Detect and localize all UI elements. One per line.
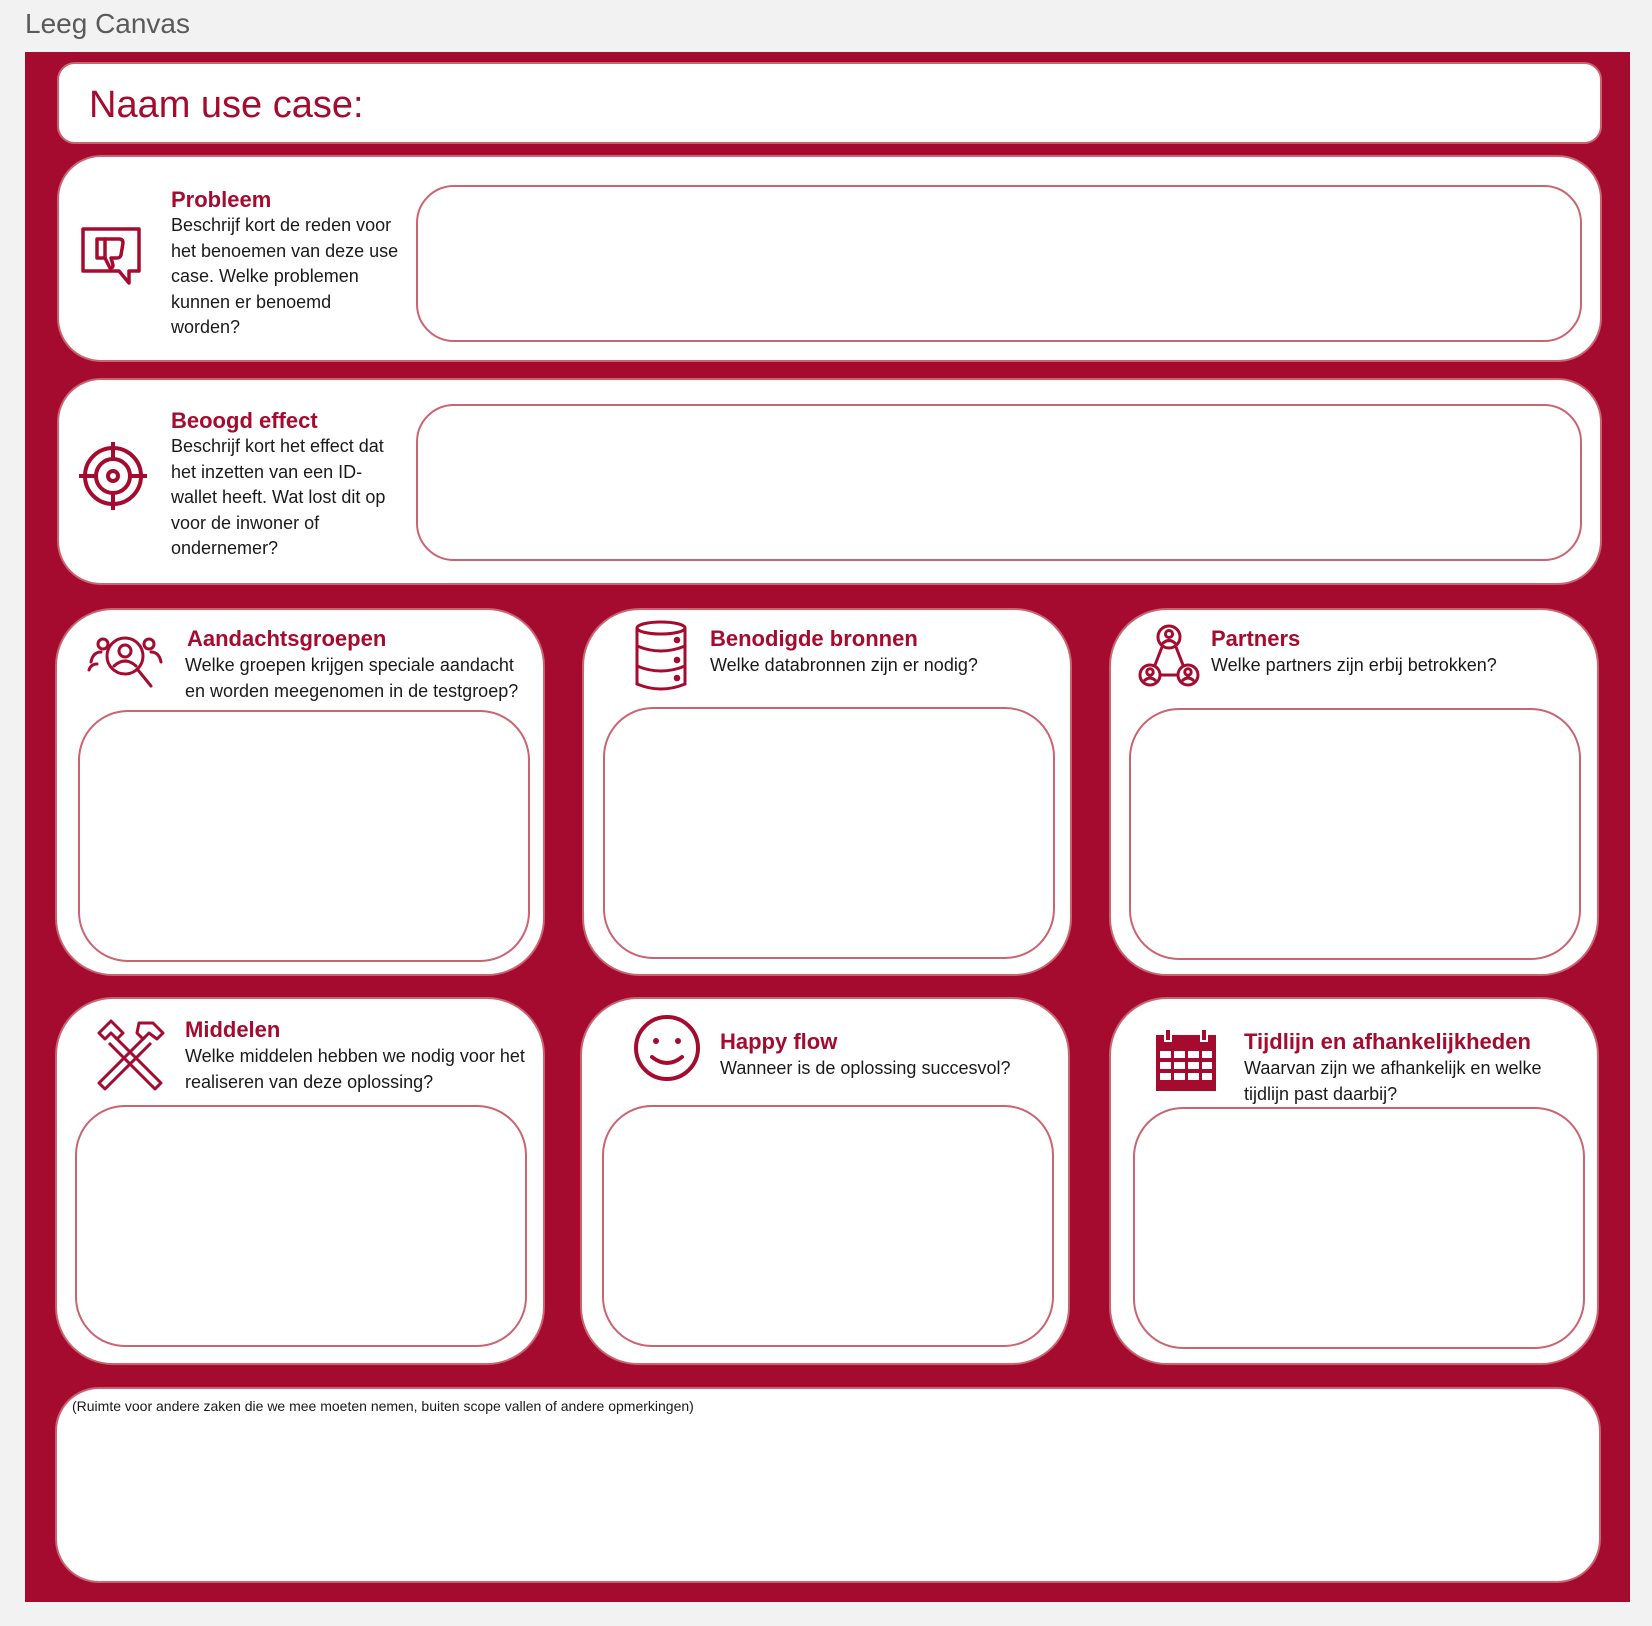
aandachtsgroepen-title: Aandachtsgroepen [187,626,387,651]
beoogd-effect-description: Beschrijf kort het effect dat het inzetten van een ID-wallet heeft. Wat lost dit op voor de inwoner of ondernemer? [171,436,386,558]
partners-section [1109,608,1599,976]
canvas-board [25,52,1630,1602]
smiley-icon [632,1013,710,1091]
middelen-input[interactable] [75,1105,527,1347]
page-title: Leeg Canvas [25,8,191,39]
benodigde-bronnen-title: Benodigde bronnen [710,626,918,651]
tijdlijn-title: Tijdlijn en afhankelijkheden [1244,1029,1531,1054]
middelen-description: Welke middelen hebben we nodig voor het realiseren van deze oplossing? [185,1046,525,1092]
probleem-title: Probleem [171,187,272,212]
partners-network-icon [1137,624,1215,702]
people-search-icon [87,630,165,708]
happy-flow-input[interactable] [602,1105,1054,1347]
use-case-name-label: Naam use case: [89,84,364,126]
aandachtsgroepen-description: Welke groepen krijgen speciale aandacht en worden meegenomen in de testgroep? [185,655,519,701]
middelen-section [55,997,545,1365]
happy-flow-description: Wanneer is de oplossing succesvol? [720,1058,1011,1078]
thumbs-down-speech-icon [77,223,145,291]
beoogd-effect-input[interactable] [416,404,1582,561]
use-case-name-field[interactable] [57,62,1602,144]
probleem-input[interactable] [416,185,1582,342]
partners-title: Partners [1211,626,1301,651]
beoogd-effect-section [57,378,1602,585]
probleem-section [57,155,1602,362]
aandachtsgroepen-section [55,608,545,976]
beoogd-effect-title: Beoogd effect [171,408,318,433]
tools-hammer-icon [91,1017,169,1095]
tijdlijn-description: Waarvan zijn we afhankelijk en welke tijdlijn past daarbij? [1244,1058,1542,1104]
happy-flow-title: Happy flow [720,1029,838,1054]
happy-flow-section [580,997,1070,1365]
tijdlijn-section [1109,997,1599,1365]
target-icon [77,440,145,508]
middelen-title: Middelen [185,1017,281,1042]
database-icon [634,620,712,698]
calendar-icon [1155,1029,1233,1107]
notes-field[interactable] [55,1387,1601,1583]
partners-description: Welke partners zijn erbij betrokken? [1211,655,1497,675]
benodigde-bronnen-section [582,608,1072,976]
probleem-description: Beschrijf kort de reden voor het benoemen van deze use case. Welke problemen kunnen er benoemd worden? [171,215,399,337]
partners-input[interactable] [1129,708,1581,960]
benodigde-bronnen-input[interactable] [603,707,1055,959]
tijdlijn-input[interactable] [1133,1107,1585,1349]
benodigde-bronnen-description: Welke databronnen zijn er nodig? [710,655,978,675]
aandachtsgroepen-input[interactable] [78,710,530,962]
notes-hint: (Ruimte voor andere zaken die we mee moeten nemen, buiten scope vallen of andere opmerkingen) [72,1398,694,1414]
